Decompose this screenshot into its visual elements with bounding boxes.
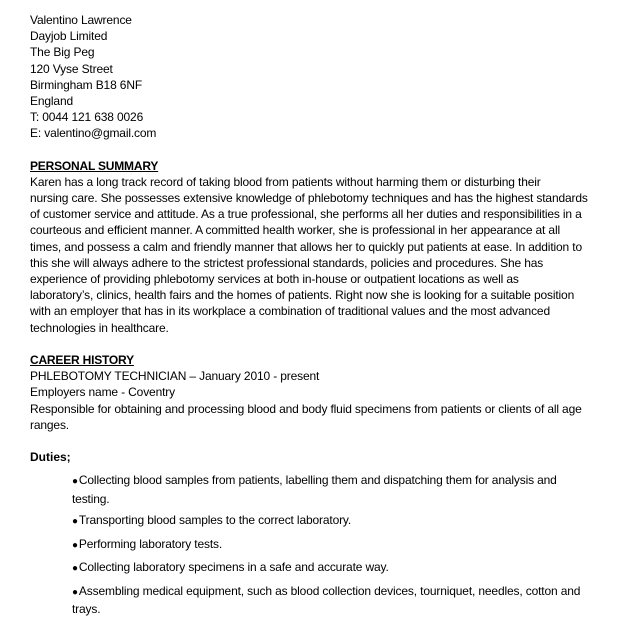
duty-text-continued: testing. <box>72 491 110 506</box>
contact-phone: T: 0044 121 638 0026 <box>30 110 144 125</box>
contact-name: Valentino Lawrence <box>30 13 132 27</box>
contact-street: 120 Vyse Street <box>30 61 113 76</box>
duty-text: Collecting blood samples from patients, labelling them and dispatching them for analysis and <box>78 473 557 488</box>
duty-text: Collecting laboratory specimens in a safe and accurate way. <box>78 560 389 574</box>
duty-item <box>72 512 608 530</box>
contact-block <box>30 12 610 142</box>
career-history-heading: CAREER HISTORY <box>30 352 134 367</box>
contact-city-postcode: Birmingham B18 6NF <box>30 77 143 92</box>
duty-item <box>72 472 608 506</box>
summary-line: courteous and efficient manner. A committed health worker, she is professional in her appearance at all <box>30 223 560 238</box>
contact-company: Dayjob Limited <box>30 29 108 44</box>
duty-text: Performing laboratory tests. <box>78 536 223 551</box>
contact-email: E: valentino@gmail.com <box>30 126 157 141</box>
duty-item <box>72 536 608 554</box>
contact-building: The Big Peg <box>30 45 95 60</box>
spacer <box>30 433 610 449</box>
job-title: PHLEBOTOMY TECHNICIAN – January 2010 - present <box>30 369 320 384</box>
bullet-icon: ● <box>72 563 78 574</box>
bullet-icon: ● <box>72 476 78 488</box>
summary-line: times, and possess a calm and friendly manner that allows her to quickly put patients at ease. In addition to <box>30 239 582 254</box>
summary-line: nursing care. She possesses extensive knowledge of phlebotomy techniques and has the highest standards <box>30 191 588 206</box>
summary-line: laboratory’s, clinics, health fairs and the homes of patients. Right now she is looking for a suitable position <box>30 288 575 303</box>
duty-item <box>72 559 608 577</box>
personal-summary-section <box>30 158 610 336</box>
summary-line: experience of providing phlebotomy services at both in-house or outpatient locations as well as <box>30 272 519 287</box>
spacer <box>30 336 610 352</box>
duty-text: Transporting blood samples to the correct laboratory. <box>78 513 352 527</box>
bullet-icon: ● <box>72 539 78 551</box>
personal-summary-text <box>30 174 610 336</box>
duty-text-continued: trays. <box>72 601 101 616</box>
bullet-icon: ● <box>72 586 78 598</box>
employer-name: Employers name - Coventry <box>30 385 175 400</box>
personal-summary-heading: PERSONAL SUMMARY <box>30 158 159 173</box>
duty-text: Assembling medical equipment, such as blood collection devices, tourniquet, needles, cotton and <box>78 583 581 598</box>
contact-country: England <box>30 93 73 108</box>
summary-line: with an employer that has in its workplace a combination of traditional values and the most advanced <box>30 304 550 319</box>
responsibility-line: Responsible for obtaining and processing blood and body fluid specimens from patients or clients of all age <box>30 401 582 416</box>
responsibility-line: ranges. <box>30 417 69 432</box>
bullet-icon: ● <box>72 516 78 527</box>
duties-list <box>72 472 608 617</box>
duties-heading: Duties; <box>30 450 71 465</box>
summary-line: this she will always adhere to the strictest professional standards, policies and procedures. She has <box>30 255 544 270</box>
summary-line: technologies in healthcare. <box>30 320 169 335</box>
cv-document <box>30 12 610 622</box>
duty-item <box>72 583 608 617</box>
career-history-section <box>30 352 610 617</box>
summary-line: Karen has a long track record of taking blood from patients without harming them or disturbing their <box>30 174 541 189</box>
spacer <box>30 142 610 158</box>
summary-line: of customer service and attitude. As a true professional, she performs all her duties and responsibilities in a <box>30 207 582 222</box>
